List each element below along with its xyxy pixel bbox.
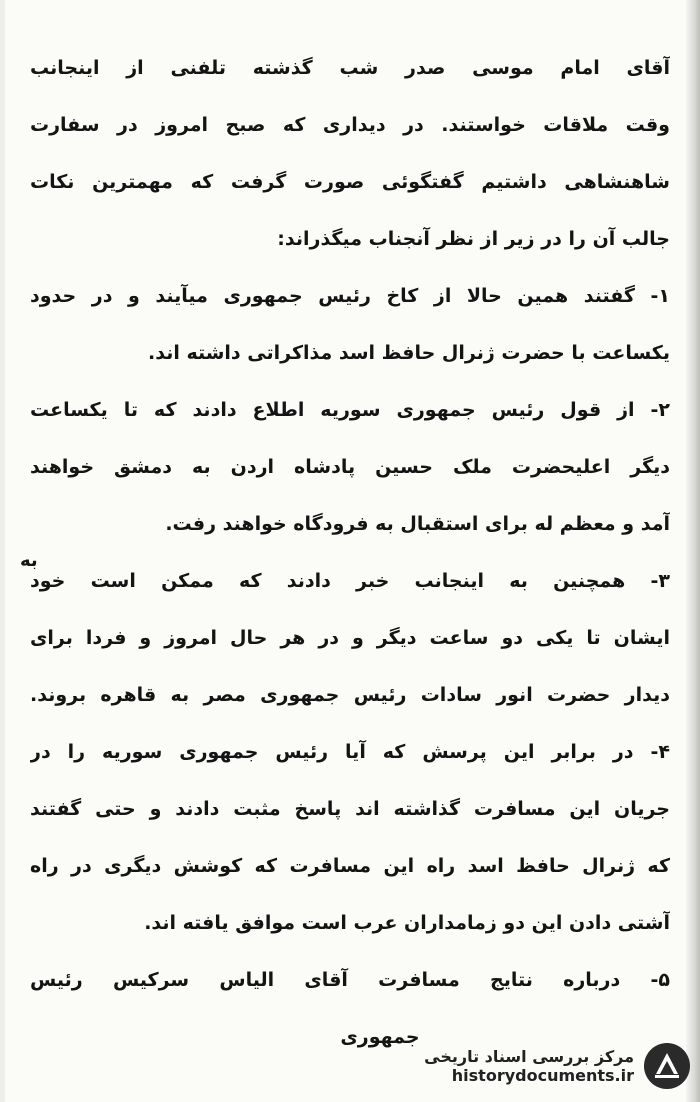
text-line: که ژنرال حافظ اسد راه این مسافرت که کوشش دیگری در راه xyxy=(30,855,670,877)
text-line: ۵- درباره نتایج مسافرت آقای الیاس سرکیس رئیس xyxy=(30,969,670,991)
watermark xyxy=(402,1038,692,1094)
scan-edge-right xyxy=(686,0,700,1102)
text-line: جالب آن را در زیر از نظر آنجناب میگذراند: xyxy=(277,228,670,250)
text-line: دیگر اعلیحضرت ملک حسین پادشاه اردن به دمشق خواهند xyxy=(30,456,670,478)
text-line: ۳- همچنین به اینجانب خبر دادند که ممکن است خود xyxy=(30,570,670,592)
text-line: جمهوری xyxy=(340,1026,420,1048)
text-line: ۲- از قول رئیس جمهوری سوریه اطلاع دادند که تا یکساعت xyxy=(30,399,670,421)
text-line: آقای امام موسی صدر شب گذشته تلفنی از اینجانب xyxy=(30,57,670,79)
watermark-url: historydocuments.ir xyxy=(451,1066,634,1085)
text-line: ایشان تا یکی دو ساعت دیگر و در هر حال امروز و فردا برای xyxy=(30,627,670,649)
watermark-text xyxy=(424,1047,634,1085)
text-line: ۴- در برابر این پرسش که آیا رئیس جمهوری سوریه را در xyxy=(30,741,670,763)
scan-edge-left xyxy=(0,0,5,1102)
text-line: شاهنشاهی داشتیم گفتگوئی صورت گرفت که مهمترین نکات xyxy=(30,171,670,193)
watermark-title: مرکز بررسی اسناد تاریخی xyxy=(424,1047,634,1066)
text-line: آمد و معظم له برای استقبال به فرودگاه خواهند رفت. xyxy=(165,513,670,535)
text-line: دیدار حضرت انور سادات رئیس جمهوری مصر به قاهره بروند. xyxy=(30,684,670,706)
text-line: جریان این مسافرت گذاشته اند پاسخ مثبت دادند و حتی گفتند xyxy=(30,798,670,820)
margin-mark: به xyxy=(20,550,38,571)
text-line: یکساعت با حضرت ژنرال حافظ اسد مذاکراتی داشته اند. xyxy=(148,342,670,364)
archive-logo-icon xyxy=(642,1041,692,1091)
document-body xyxy=(30,40,670,1066)
text-line: ۱- گفتند همین حالا از کاخ رئیس جمهوری میآیند و در حدود xyxy=(30,285,670,307)
text-line: وقت ملاقات خواستند. در دیداری که صبح امروز در سفارت xyxy=(30,114,670,136)
text-line: آشتی دادن این دو زمامداران عرب است موافق یافته اند. xyxy=(144,912,670,934)
